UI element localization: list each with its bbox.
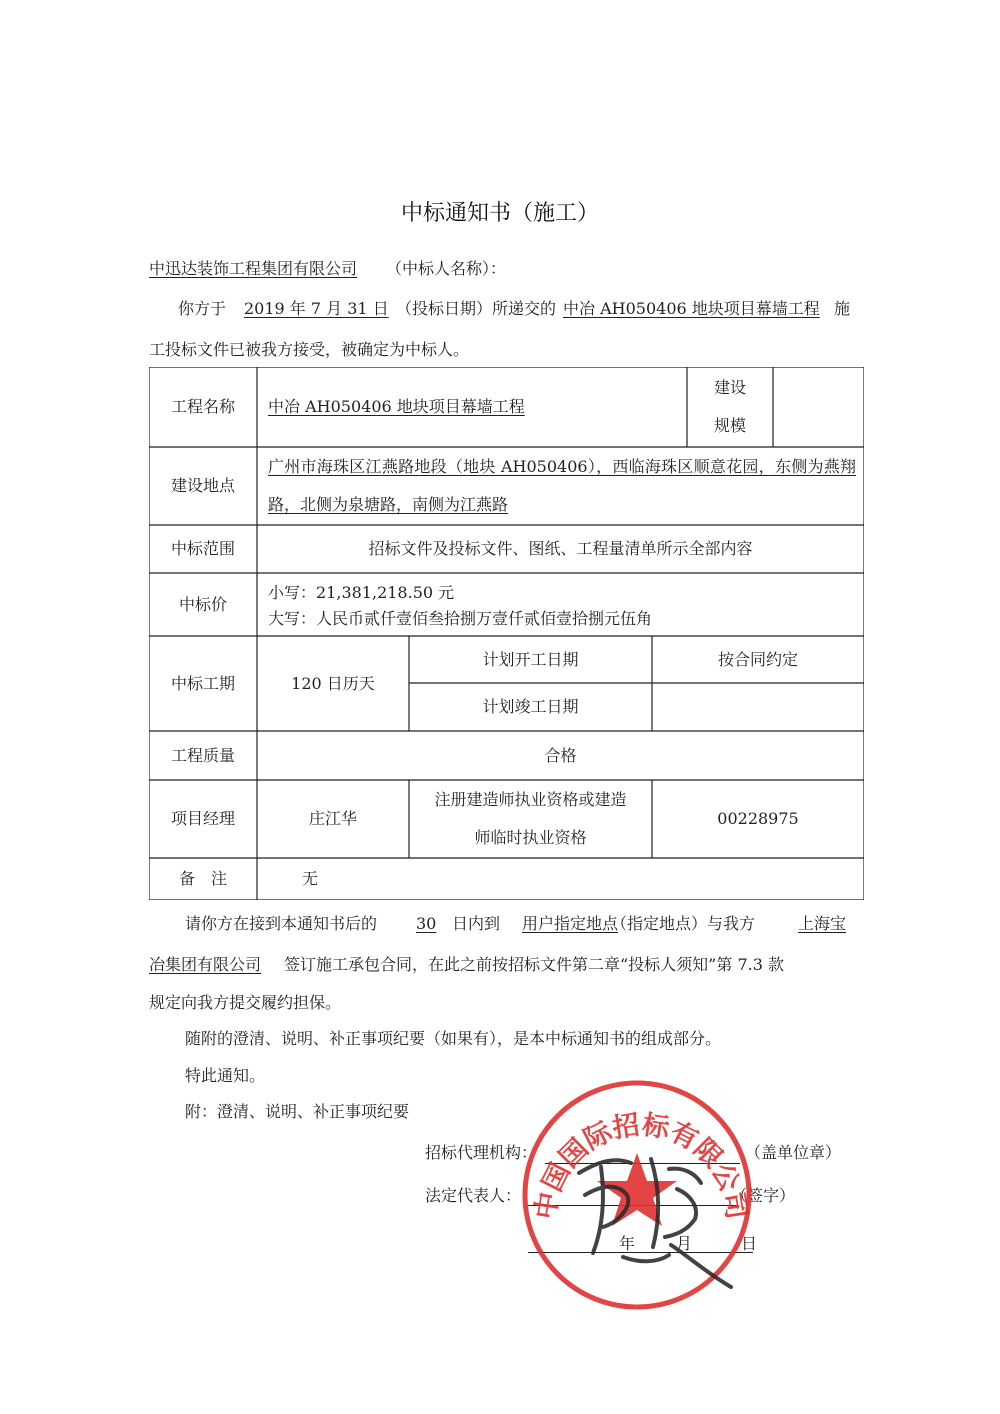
location-label: 建设地点: [170, 476, 235, 495]
agency-note: （盖单位章）: [745, 1143, 842, 1162]
tendering-party-part-1: 上海宝: [798, 914, 847, 933]
body-text-4: 签订施工承包合同，在此之前按招标文件第二章“投标人须知”第 7.3 款: [284, 955, 784, 974]
period-value: 120 日历天: [291, 673, 375, 693]
certificate-label: [409, 780, 652, 858]
intro-text-2: （投标日期）所递交的: [396, 299, 557, 318]
tendering-party-part-2: 冶集团有限公司: [149, 955, 262, 974]
scale-label: [687, 367, 773, 447]
date-month: 月: [676, 1234, 693, 1253]
date-year: 年: [619, 1234, 636, 1253]
price-label: 中标价: [178, 594, 227, 614]
scope-label: 中标范围: [170, 539, 235, 558]
days-value: 30: [416, 914, 437, 933]
end-date-value: [652, 683, 864, 731]
start-date-value: 按合同约定: [717, 649, 798, 669]
intro-project-name: 中冶 AH050406 地块项目幕墙工程: [563, 299, 820, 318]
seal-star: [597, 1153, 677, 1226]
scale-label-line-1: 建设: [713, 378, 746, 397]
start-date-label: 计划开工日期: [482, 649, 579, 669]
project-name-cell: [257, 367, 687, 447]
company-seal: [519, 1077, 758, 1313]
period-label: 中标工期: [170, 673, 235, 693]
intro-line-2: 工投标文件已被我方接受，被确定为中标人。: [149, 340, 470, 359]
scale-label-line-2: 规模: [713, 416, 746, 435]
intro-text-1: 你方于: [178, 299, 227, 318]
representative-note: （签字）: [731, 1186, 796, 1205]
remark-label: 备 注: [178, 869, 227, 888]
manager-label: 项目经理: [170, 809, 235, 828]
quality-label: 工程质量: [170, 745, 235, 765]
body-text-3: （指定地点）与我方: [611, 914, 756, 933]
body-text-2: 日内到: [452, 914, 501, 933]
end-date-label: 计划竣工日期: [482, 697, 579, 716]
body-text-1: 请你方在接到本通知书后的: [185, 914, 378, 933]
bid-date: 2019 年 7 月 31 日: [244, 299, 389, 318]
agency-label: 招标代理机构：: [425, 1143, 538, 1162]
recipient-name: 中迅达装饰工程集团有限公司: [149, 259, 358, 278]
project-name-value: 中冶 AH050406 地块项目幕墙工程: [268, 397, 525, 416]
remark-value: 无: [302, 869, 319, 888]
representative-label: 法定代表人：: [425, 1186, 522, 1205]
scope-value: 招标文件及投标文件、图纸、工程量清单所示全部内容: [368, 539, 753, 558]
attachment-list: 附：澄清、说明、补正事项纪要: [185, 1102, 410, 1121]
certificate-number: 00228975: [717, 809, 799, 828]
manager-value: 庄江华: [308, 809, 357, 828]
seal-text-path: 中国国际招标有限公司: [530, 1109, 752, 1222]
date-day: 日: [741, 1234, 758, 1253]
attachments-note: 随附的澄清、说明、补正事项纪要（如果有），是本中标通知书的组成部分。: [185, 1029, 722, 1048]
quality-value: 合格: [544, 745, 577, 765]
price-uppercase: 大写：人民币贰仟壹佰叁拾捌万壹仟贰佰壹拾捌元伍角: [268, 609, 653, 628]
project-name-label: 工程名称: [170, 397, 235, 416]
certificate-label-line-1: 注册建造师执业资格或建造: [434, 790, 627, 809]
closing-note: 特此通知。: [185, 1066, 266, 1085]
body-text-5: 规定向我方提交履约担保。: [149, 993, 342, 1012]
recipient-suffix: （中标人名称）：: [386, 259, 507, 278]
signing-place: 用户指定地点: [522, 914, 619, 933]
location-value: 广州市海珠区江燕路地段（地块 AH050406），西临海珠区顺意花园，东侧为燕翔路，北侧为泉塘路，南侧为江燕路: [268, 457, 856, 514]
price-lowercase: 小写：21,381,218.50 元: [268, 583, 455, 602]
intro-text-3: 施: [834, 299, 851, 318]
certificate-label-line-2: 师临时执业资格: [474, 828, 587, 847]
page-title: 中标通知书（施工）: [400, 201, 599, 226]
